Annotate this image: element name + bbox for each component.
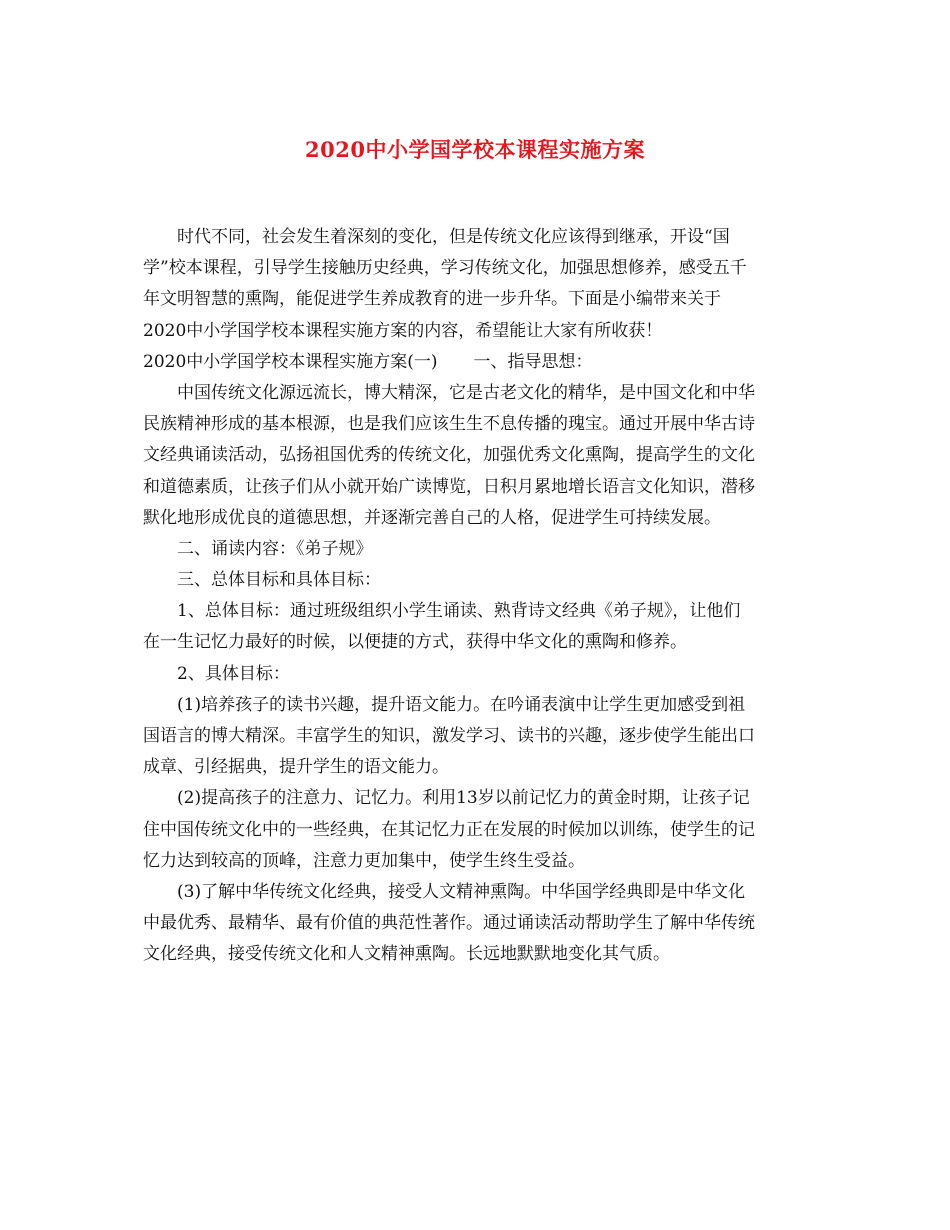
text-line	[143, 596, 809, 627]
text-line	[143, 284, 809, 315]
text-line-content: 民族精神形成的基本根源，也是我们应该生生不息传播的瑰宝。通过开展中华古诗	[143, 414, 755, 435]
text-line	[143, 409, 809, 440]
text-line-content: 国语言的博大精深。丰富学生的知识，激发学习、读书的兴趣，逐步使学生能出口	[143, 726, 755, 746]
text-line-content: 2、具体目标：	[177, 663, 290, 684]
text-line	[143, 659, 809, 690]
text-line-content: 中国传统文化源远流长，博大精深，它是古老文化的精华，是中国文化和中华	[177, 382, 755, 403]
text-line	[143, 752, 809, 783]
document-body	[143, 222, 809, 971]
text-line-content: (1)培养孩子的读书兴趣，提升语文能力。在吟诵表演中让学生更加感受到祖	[177, 694, 746, 715]
text-line-content: 成章、引经据典，提升学生的语文能力。	[143, 757, 449, 778]
text-line-content: 年文明智慧的熏陶，能促进学生养成教育的进一步升华。下面是小编带来关于	[143, 289, 721, 310]
text-line-content: 住中国传统文化中的一些经典，在其记忆力正在发展的时候加以训练，使学生的记	[143, 819, 755, 840]
text-line	[143, 908, 809, 939]
text-line-content: 学”校本课程，引导学生接触历史经典，学习传统文化，加强思想修养，感受五千	[143, 258, 747, 279]
text-line-content: 文经典诵读活动，弘扬祖国优秀的传统文化，加强优秀文化熏陶，提高学生的文化	[143, 445, 755, 466]
text-line-content: 在一生记忆力最好的时候，以便捷的方式，获得中华文化的熏陶和修养。	[143, 632, 687, 653]
text-line	[143, 503, 809, 534]
text-line	[143, 627, 809, 658]
text-line	[143, 316, 809, 347]
text-line-content: 2020中小学国学校本课程实施方案的内容，希望能让大家有所收获！	[143, 320, 663, 341]
text-line	[143, 877, 809, 908]
text-line-content: 中最优秀、最精华、最有价值的典范性著作。通过诵读活动帮助学生了解中华传统	[143, 913, 755, 934]
text-line-content: (2)提高孩子的注意力、记忆力。利用13岁以前记忆力的黄金时期，让孩子记	[177, 788, 750, 809]
text-line-content: 三、总体目标和具体目标：	[177, 570, 381, 591]
text-line-content: 时代不同，社会发生着深刻的变化，但是传统文化应该得到继承，开设“国	[177, 227, 730, 247]
text-line	[143, 939, 809, 970]
text-line	[143, 222, 809, 253]
text-line-content: 默化地形成优良的道德思想，并逐渐完善自己的人格，促进学生可持续发展。	[143, 507, 721, 528]
text-line	[143, 347, 809, 378]
text-line-content: (3)了解中华传统文化经典，接受人文精神熏陶。中华国学经典即是中华文化	[177, 881, 746, 902]
text-line	[143, 846, 809, 877]
text-line	[143, 534, 809, 565]
text-line	[143, 815, 809, 846]
text-line	[143, 440, 809, 471]
text-line	[143, 783, 809, 814]
text-line	[143, 253, 809, 284]
text-line	[143, 690, 809, 721]
text-line	[143, 565, 809, 596]
text-line-content: 1、总体目标：通过班级组织小学生诵读、熟背诗文经典《弟子规》，让他们	[177, 601, 741, 622]
text-line	[143, 378, 809, 409]
text-line-content: 忆力达到较高的顶峰，注意力更加集中，使学生终生受益。	[143, 850, 585, 871]
text-line-content: 2020中小学国学校本课程实施方案(一)	[143, 351, 438, 372]
text-line-content: 二、诵读内容：《弟子规》	[177, 538, 373, 559]
text-line-content: 文化经典，接受传统文化和人文精神熏陶。长远地默默地变化其气质。	[143, 944, 670, 965]
text-line	[143, 472, 809, 503]
section-heading: 一、指导思想：	[473, 351, 593, 372]
text-line	[143, 721, 809, 752]
document-title: 2020中小学国学校本课程实施方案	[305, 137, 645, 162]
text-line-content: 和道德素质，让孩子们从小就开始广读博览，日积月累地增长语言文化知识，潜移	[143, 476, 755, 497]
